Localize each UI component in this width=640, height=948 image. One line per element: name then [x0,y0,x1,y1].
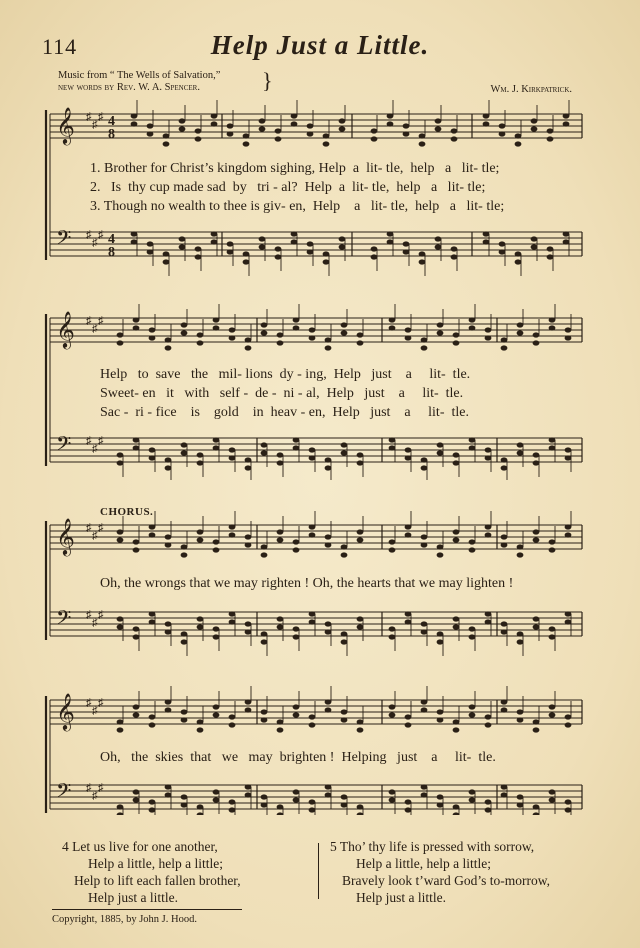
time-signature-top: 4 [108,114,115,129]
sharp-icon: ♯ [86,229,92,241]
time-signature-top: 4 [108,232,115,247]
sharp-icon: ♯ [98,435,104,447]
lyric-line-1-1: 1. Brother for Christ’s kingdom sighing, Help a lit- tle, help a lit- tle; [90,161,500,176]
sharp-icon: ♯ [86,522,92,534]
bass-clef-icon: 𝄢 [56,606,72,634]
time-signature-bottom: 8 [108,127,115,142]
sharp-icon: ♯ [86,609,92,621]
copyright: Copyright, 1885, by John J. Hood. [52,914,197,925]
sharp-icon: ♯ [86,435,92,447]
verse-5-line-1: 5 Tho’ thy life is pressed with sorrow, [330,839,535,854]
sharp-icon: ♯ [98,609,104,621]
lyric-line-1-3: 3. Though no wealth to thee is giv- en, Help a lit- tle, help a lit- tle; [90,199,505,214]
verse-divider [318,843,319,899]
sharp-icon: ♯ [92,443,98,455]
sharp-icon: ♯ [98,782,104,794]
lyric-line-2-3: Sac - ri - fice is gold in heav - en, Help just a lit- tle. [100,405,469,420]
treble-clef-icon: 𝄞 [56,692,75,730]
sharp-icon: ♯ [98,315,104,327]
hymn-title: Help Just a Little. [210,30,430,60]
music-credit-line-1: Music from “ The Wells of Salvation,” [58,70,221,81]
verse-4-line-2: Help a little, help a little; [88,856,223,871]
sharp-icon: ♯ [98,229,104,241]
verse-4 [62,838,241,906]
credit-brace: } [262,68,273,93]
verse-4-line-1: 4 Let us live for one another, [62,839,218,854]
verse-4-line-3: Help to lift each fallen brother, [74,873,241,888]
composer-credit: Wm. J. Kirkpatrick. [490,84,572,95]
page-number: 114 [42,34,78,59]
lyric-line-4-1: Oh, the skies that we may brighten ! Helping just a lit- tle. [100,750,496,765]
treble-clef-icon: 𝄞 [56,310,75,348]
lyric-line-3-1: Oh, the wrongs that we may righten ! Oh, the hearts that we may lighten ! [100,576,514,591]
sharp-icon: ♯ [86,315,92,327]
sharp-icon: ♯ [86,782,92,794]
lyric-line-1-2: 2. Is thy cup made sad by tri - al? Help a lit- tle, help a lit- tle; [90,180,486,195]
verse-5 [330,838,550,906]
verse-5-line-4: Help just a little. [356,890,446,905]
treble-clef-icon: 𝄞 [56,106,75,144]
sharp-icon: ♯ [98,522,104,534]
sharp-icon: ♯ [98,697,104,709]
lyric-line-2-2: Sweet- en it with self - de - ni - al, Help just a lit- tle. [100,386,464,401]
copyright-rule [52,909,242,910]
verse-4-line-4: Help just a little. [88,890,178,905]
sharp-icon: ♯ [92,530,98,542]
treble-clef-icon: 𝄞 [56,517,75,555]
sharp-icon: ♯ [92,323,98,335]
sharp-icon: ♯ [92,617,98,629]
bass-clef-icon: 𝄢 [56,226,72,254]
sharp-icon: ♯ [86,697,92,709]
chorus-label: CHORUS. [100,506,154,518]
sharp-icon: ♯ [92,119,98,131]
bass-clef-icon: 𝄢 [56,432,72,460]
sharp-icon: ♯ [92,237,98,249]
music-credits [58,70,220,94]
music-credit-line-2: new words by Rev. W. A. Spencer. [58,82,200,93]
lyric-line-2-1: Help to save the mil- lions dy - ing, Help just a lit- tle. [100,367,471,382]
sharp-icon: ♯ [92,790,98,802]
time-signature-bottom: 8 [108,245,115,260]
sharp-icon: ♯ [86,111,92,123]
bass-clef-icon: 𝄢 [56,779,72,807]
verse-5-line-3: Bravely look t’ward God’s to-morrow, [342,873,550,888]
verse-5-line-2: Help a little, help a little; [356,856,491,871]
sharp-icon: ♯ [98,111,104,123]
sharp-icon: ♯ [92,705,98,717]
